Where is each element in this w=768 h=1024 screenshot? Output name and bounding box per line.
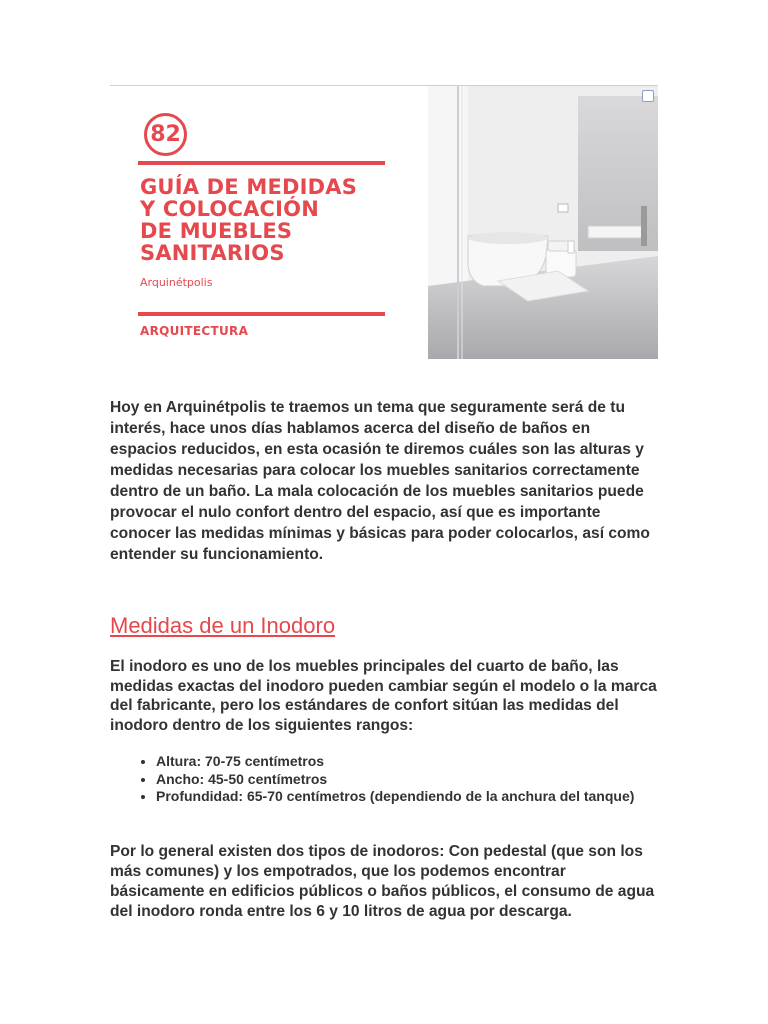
list-item: • Profundidad: 65-70 centímetros (dependiendo de la anchura del tanque) [156,788,704,806]
banner-title-line: GUÍA DE MEDIDAS [140,175,358,199]
expand-image-icon[interactable] [642,90,654,102]
banner-title-line: SANITARIOS [140,241,285,265]
specs-list [110,753,704,806]
brand-name: Arquinétpolis [140,276,213,289]
category-label: ARQUITECTURA [140,324,249,338]
list-item: • Ancho: 45-50 centímetros [156,771,704,789]
divider [138,161,385,165]
intro-paragraph: Hoy en Arquinétpolis te traemos un tema que seguramente será de tu interés, hace unos días hablamos acerca del diseño de baños en espacios reducidos, en esta ocasión te diremos cuáles son las alturas y medidas necesarias para colocar los muebles sanitarios correctamente dentro de un baño. La mala colocación de los muebles sanitarios puede provocar el nulo confort dentro del espacio, así que es importante conocer las medidas mínimas y básicas para poder colocarlos, así como entender su funcionamiento. [110,399,650,563]
article-banner [110,85,658,359]
banner-title-line: DE MUEBLES [140,219,293,243]
issue-number-badge: 82 [144,113,187,156]
banner-title [140,176,410,264]
banner-text-panel [110,86,428,359]
closing-paragraph: Por lo general existen dos tipos de inodoros: Con pedestal (que son los más comunes) y los empotrados, que los podemos encontrar básicamente en edificios públicos o baños públicos, el consumo de agua del inodoro ronda entre los 6 y 10 litros de agua por descarga. [110,843,655,920]
divider [138,312,385,316]
section-paragraph: El inodoro es uno de los muebles principales del cuarto de baño, las medidas exactas del inodoro pueden cambiar según el modelo o la marca del fabricante, pero los estándares de confort sitúan las medidas del inodoro dentro de los siguientes rangos: [110,658,657,734]
banner-title-line: Y COLOCACIÓN [140,197,319,221]
bathroom-photo [428,86,658,359]
list-item: • Altura: 70-75 centímetros [156,753,704,771]
section-heading[interactable]: Medidas de un Inodoro [110,613,336,638]
